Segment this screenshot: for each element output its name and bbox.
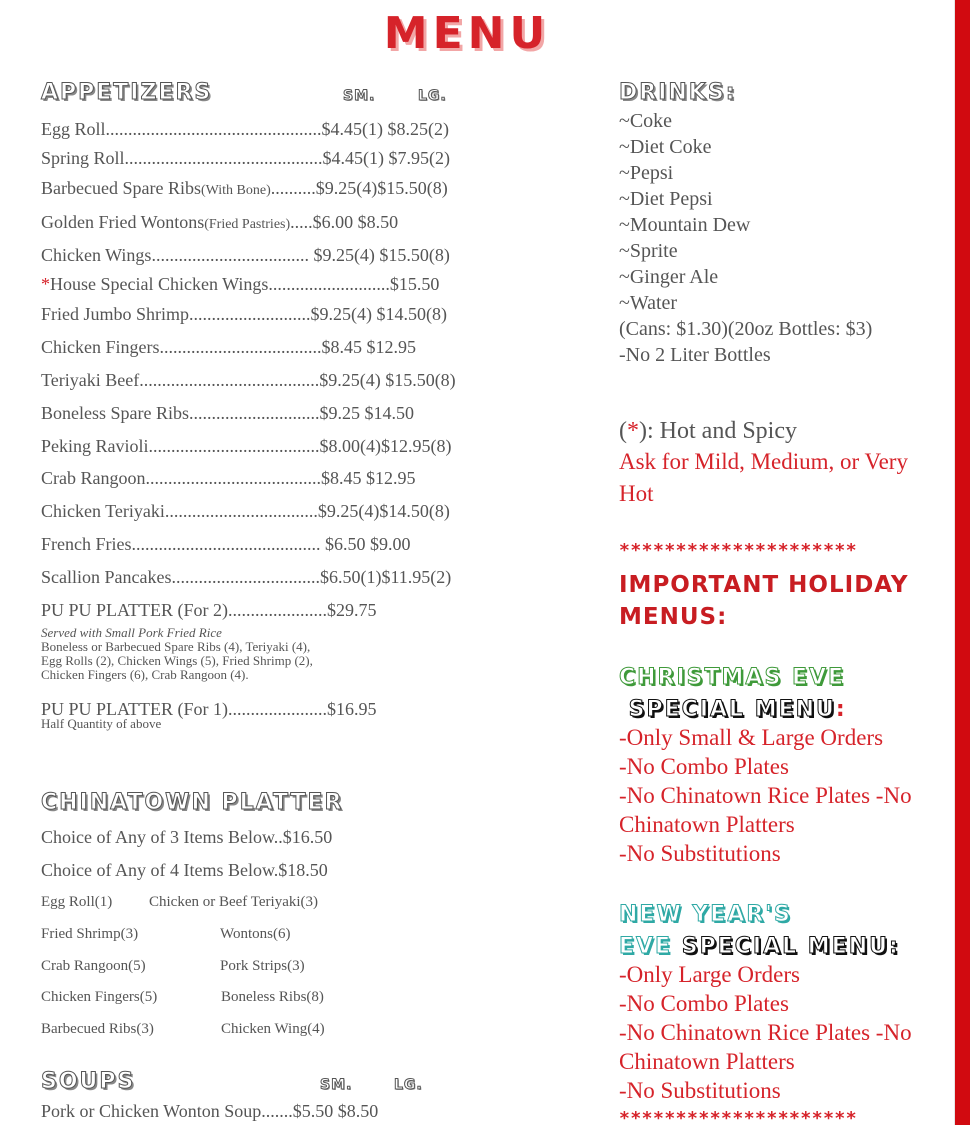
appetizer-item: [41, 403, 414, 424]
new-years-rule: -No Combo Plates: [619, 991, 789, 1016]
appetizer-item: [41, 274, 439, 295]
appetizer-name: Chicken Wings: [41, 245, 152, 265]
appetizer-item: [41, 567, 451, 588]
drink-item: ~Coke: [619, 110, 673, 132]
appetizer-name: Teriyaki Beef: [41, 370, 140, 390]
appetizer-item: [41, 337, 416, 358]
appetizer-item: [41, 501, 450, 522]
menu-title: MENU: [383, 8, 551, 59]
appetizer-price: .......................................... $6.50 $9.00: [131, 534, 411, 554]
appetizer-item: [41, 245, 450, 266]
appetizer-name: Egg Roll: [41, 119, 106, 139]
appetizer-price: ...........................$15.50: [268, 274, 440, 294]
appetizer-price: ................................... $9.25(4) $15.50(8): [151, 245, 450, 265]
appetizer-name: Chicken Teriyaki: [41, 501, 165, 521]
appetizer-item: [41, 212, 398, 233]
appetizer-price: .................................$6.50(1)$11.95(2): [171, 567, 452, 587]
appetizer-item: [41, 600, 377, 621]
pupu-desc-line: Boneless or Barbecued Spare Ribs (4), Teriyaki (4),: [41, 639, 311, 654]
christmas-colon: :: [835, 697, 847, 722]
appetizer-price: ..................................$9.25(4)$14.50(8): [164, 501, 450, 521]
new-years-rule: -No Substitutions: [619, 1078, 781, 1103]
appetizer-price: ......................................$8.00(4)$12.95(8): [148, 436, 452, 456]
appetizers-lg-label: LG.: [418, 88, 447, 104]
legend-text: ): Hot and Spicy: [639, 418, 797, 444]
star-divider-bottom: *********************: [619, 1108, 858, 1129]
chinatown-option: Pork Strips(3): [220, 958, 305, 974]
appetizers-sm-label: SM.: [343, 88, 376, 104]
drink-item: ~Pepsi: [619, 162, 674, 184]
appetizer-price: ...........................$9.25(4) $14.50(8): [189, 304, 447, 324]
soup-item: Pork or Chicken Wonton Soup.......$5.50 $8.50: [41, 1101, 379, 1121]
appetizer-name: Crab Rangoon: [41, 468, 146, 488]
appetizer-name: Boneless Spare Ribs: [41, 403, 189, 423]
appetizer-item: [41, 304, 447, 325]
spice-level-note: Ask for Mild, Medium, or Very Hot: [619, 449, 908, 506]
appetizer-price: .......................................$8.45 $12.95: [145, 468, 416, 488]
appetizer-item: [41, 178, 448, 199]
chinatown-option: Wontons(6): [220, 926, 291, 942]
pupu-desc-italic: Served with Small Pork Fried Rice: [41, 625, 222, 640]
drink-item: -No 2 Liter Bottles: [619, 344, 771, 366]
chinatown-option: Egg Roll(1): [41, 894, 113, 910]
christmas-rule: -No Chinatown Rice Plates -No Chinatown Platters: [619, 783, 912, 837]
new-years-special-menu-label: SPECIAL MENU:: [681, 934, 900, 959]
appetizer-name: Barbecued Spare Ribs: [41, 178, 201, 198]
appetizer-name: Golden Fried Wontons: [41, 212, 205, 232]
appetizer-name: Spring Roll: [41, 148, 125, 168]
appetizer-item: [41, 119, 449, 140]
appetizer-name: Peking Ravioli: [41, 436, 149, 456]
chinatown-choice-three: Choice of Any of 3 Items Below..$16.50: [41, 827, 333, 847]
appetizer-price: .............................$9.25 $14.50: [189, 403, 414, 423]
drink-item: ~Mountain Dew: [619, 214, 751, 236]
appetizer-name: Scallion Pancakes: [41, 567, 172, 587]
appetizer-item: [41, 148, 450, 169]
appetizer-name: French Fries: [41, 534, 132, 554]
soups-heading: SOUPS: [41, 1069, 136, 1094]
chinatown-option: Boneless Ribs(8): [221, 989, 324, 1005]
appetizer-price: ....................................$8.45 $12.95: [159, 337, 416, 357]
christmas-rule: -No Combo Plates: [619, 754, 789, 779]
drink-item: (Cans: $1.30)(20oz Bottles: $3): [619, 318, 873, 340]
soups-lg-label: LG.: [394, 1077, 423, 1093]
spicy-legend: [619, 418, 797, 445]
appetizer-name: Fried Jumbo Shrimp: [41, 304, 190, 324]
new-years-title: NEW YEAR'S: [619, 902, 792, 927]
legend-open: (: [619, 418, 627, 444]
new-years-rule: -Only Large Orders: [619, 962, 800, 987]
holiday-heading: IMPORTANT HOLIDAY MENUS:: [619, 572, 909, 630]
drink-item: ~Diet Coke: [619, 136, 712, 158]
new-years-special-menu-title: [619, 931, 900, 963]
spicy-star-icon: *: [627, 418, 639, 444]
new-years-eve-label: EVE: [619, 934, 673, 959]
drink-item: ~Sprite: [619, 240, 678, 262]
spicy-star-icon: *: [41, 274, 50, 294]
christmas-special-menu-label: SPECIAL MENU: [628, 697, 836, 722]
appetizer-price: ............................................$4.45(1) $7.95(2): [124, 148, 450, 168]
appetizer-price: ................................................$4.45(1) $8.25(2): [105, 119, 449, 139]
chinatown-option: Chicken Fingers(5): [41, 989, 158, 1005]
appetizer-name: PU PU PLATTER (For 2): [41, 600, 229, 620]
appetizer-item: [41, 468, 415, 489]
appetizer-price: ..........$9.25(4)$15.50(8): [270, 178, 448, 198]
pupu-one-description: Half Quantity of above: [41, 716, 162, 731]
christmas-rule: -No Substitutions: [619, 841, 781, 866]
christmas-special-menu-title: [619, 694, 847, 726]
right-red-bar: [955, 0, 970, 1125]
new-years-rules: [619, 960, 929, 1105]
drink-item: ~Ginger Ale: [619, 266, 719, 288]
chinatown-heading: CHINATOWN PLATTER: [41, 790, 344, 815]
appetizer-name: House Special Chicken Wings: [50, 274, 269, 294]
christmas-rule: -Only Small & Large Orders: [619, 725, 884, 750]
chinatown-option: Crab Rangoon(5): [41, 958, 146, 974]
appetizer-item: [41, 436, 451, 457]
chinatown-option: Chicken or Beef Teriyaki(3): [149, 894, 319, 910]
pupu-desc-line: Egg Rolls (2), Chicken Wings (5), Fried Shrimp (2),: [41, 653, 313, 668]
appetizer-item: [41, 370, 456, 391]
red-bar-edge: [954, 0, 955, 1125]
drink-item: ~Diet Pepsi: [619, 188, 713, 210]
christmas-rules: [619, 723, 929, 868]
christmas-eve-title: CHRISTMAS EVE: [619, 665, 846, 690]
pupu-platter-for-one: PU PU PLATTER (For 1)......................$16.95: [41, 699, 377, 719]
appetizer-item: [41, 534, 410, 555]
star-divider: *********************: [619, 540, 858, 561]
pupu-description: [41, 626, 313, 682]
appetizers-heading: APPETIZERS: [41, 80, 213, 105]
chinatown-option: Barbecued Ribs(3): [41, 1021, 154, 1037]
appetizer-price: ........................................$9.25(4) $15.50(8): [139, 370, 456, 390]
chinatown-option: Fried Shrimp(3): [41, 926, 139, 942]
appetizer-note: (Fried Pastries): [204, 217, 291, 232]
soups-sm-label: SM.: [320, 1077, 353, 1093]
new-years-rule: -No Chinatown Rice Plates -No Chinatown Platters: [619, 1020, 912, 1074]
appetizer-price: .....$6.00 $8.50: [290, 212, 399, 232]
appetizer-note: (With Bone): [200, 183, 271, 198]
appetizer-price: ......................$29.75: [228, 600, 377, 620]
drink-item: ~Water: [619, 292, 678, 314]
pupu-desc-line: Chicken Fingers (6), Crab Rangoon (4).: [41, 667, 249, 682]
chinatown-choice-four: Choice of Any of 4 Items Below.$18.50: [41, 860, 328, 880]
chinatown-option: Chicken Wing(4): [221, 1021, 325, 1037]
appetizer-name: Chicken Fingers: [41, 337, 160, 357]
drinks-heading: DRINKS:: [619, 80, 737, 105]
